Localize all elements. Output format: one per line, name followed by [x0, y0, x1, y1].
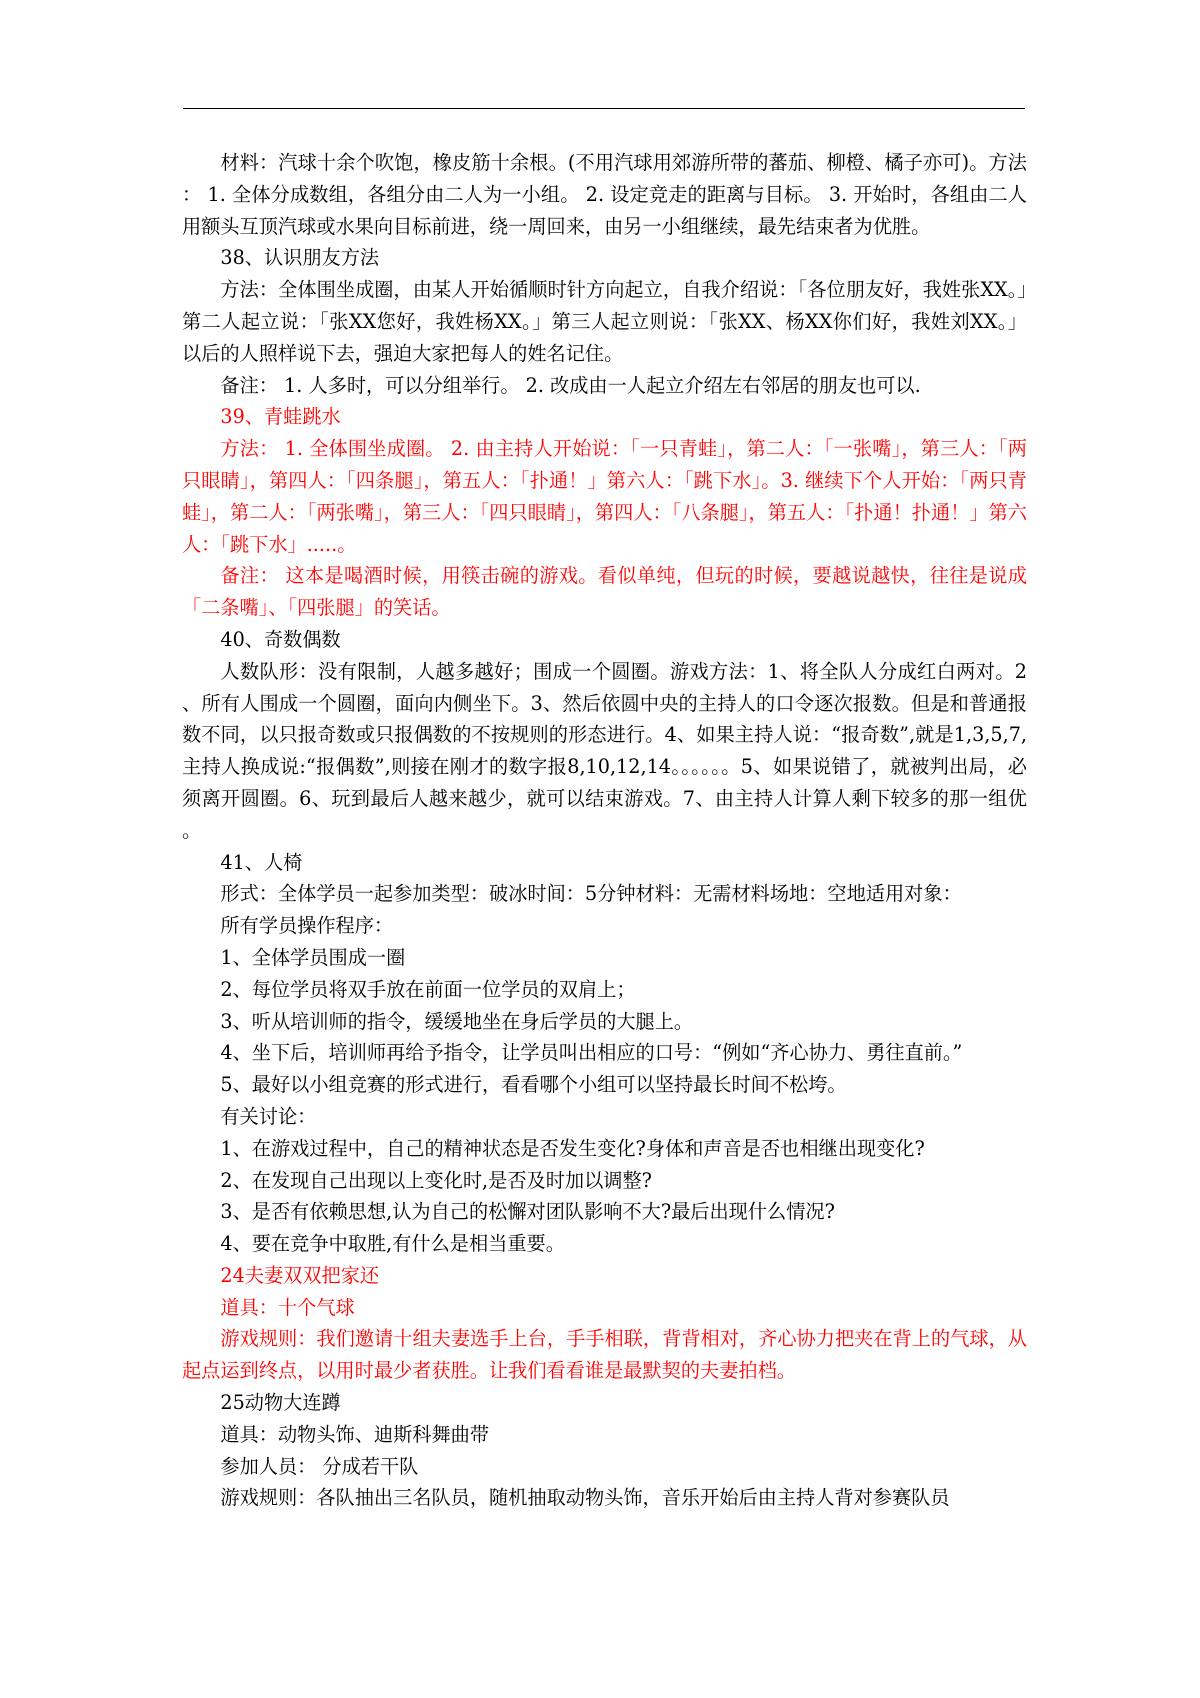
- paragraph-39-note: [182, 560, 1027, 624]
- paragraph-text: 游戏规则：我们邀请十组夫妻选手上台，手手相联，背背相对，齐心协力把夹在背上的气球，从起点运到终点，以用时最少者获胜。让我们看看谁是最默契的夫妻拍档。: [182, 1327, 1027, 1383]
- paragraph-text: 方法： 1. 全体围坐成圈。 2. 由主持人开始说：「一只青蛙」，第二人：「一张嘴」，第三人：「两只眼睛」，第四人：「四条腿」，第五人：「扑通！」第六人：「跳下水」。3. 继续下个人开始：「两只青蛙」，第二人：「两张嘴」，第三人：「四只眼睛」，第四人：「八条腿」，第五人：「扑通！扑通！」第六人：「跳下水」.....。: [182, 437, 1027, 556]
- heading-39-frog-jump: [182, 401, 1027, 433]
- heading-text: 25动物大连蹲: [220, 1391, 341, 1415]
- heading-text: 39、青蛙跳水: [220, 405, 341, 429]
- paragraph-text: 所有学员操作程序：: [220, 914, 394, 938]
- paragraph-text: 备注： 这本是喝酒时候，用筷击碗的游戏。看似单纯，但玩的时候，要越说越快，往往是说成「二条嘴」、「四张腿」的笑话。: [182, 564, 1027, 620]
- paragraph-text: 备注： 1. 人多时，可以分组举行。 2. 改成由一人起立介绍左右邻居的朋友也可以.: [220, 373, 921, 397]
- list-item-41-step-2: [182, 974, 1027, 1006]
- list-item-text: 4、要在竞争中取胜,有什么是相当重要。: [220, 1232, 565, 1256]
- heading-text: 40、奇数偶数: [220, 627, 341, 651]
- paragraph-text: 形式：全体学员一起参加类型：破冰时间：5分钟材料：无需材料场地：空地适用对象：: [220, 882, 962, 906]
- header-rule: [183, 108, 1025, 109]
- list-item-41-step-5: [182, 1069, 1027, 1101]
- paragraph-text: 道具：十个气球: [220, 1295, 355, 1319]
- heading-text: 38、认识朋友方法: [220, 246, 380, 270]
- paragraph-38-method: [182, 274, 1027, 369]
- paragraph-40-rules: [182, 656, 1027, 847]
- heading-41-discussion: [182, 1101, 1027, 1133]
- list-item-41-step-3: [182, 1006, 1027, 1038]
- heading-40-odd-even: [182, 624, 1027, 656]
- list-item-41-step-1: [182, 942, 1027, 974]
- paragraph-text: 游戏规则：各队抽出三名队员，随机抽取动物头饰，音乐开始后由主持人背对参赛队员: [220, 1486, 950, 1510]
- paragraph-41-procedure: [182, 910, 1027, 942]
- heading-text: 有关讨论：: [220, 1104, 317, 1128]
- paragraph-39-method: [182, 433, 1027, 560]
- document-body: [182, 147, 1027, 1514]
- paragraph-25-rules: [182, 1482, 1027, 1514]
- heading-text: 41、人椅: [220, 850, 303, 874]
- paragraph-text: 材料：汽球十余个吹饱，橡皮筋十余根。(不用汽球用郊游所带的蕃茄、柳橙、橘子亦可)。方法： 1. 全体分成数组，各组分由二人为一小组。 2. 设定竞走的距离与目标。 3. 开始时，各组由二人用额头互顶汽球或水果向目标前进，绕一周回来，由另一小组继续，最先结束者为优胜。: [182, 151, 1027, 238]
- heading-24-couples: [182, 1260, 1027, 1292]
- list-item-text: 3、听从培训师的指令，缓缓地坐在身后学员的大腿上。: [220, 1009, 694, 1033]
- list-item-text: 1、在游戏过程中，自己的精神状态是否发生变化?身体和声音是否也相继出现变化?: [220, 1136, 925, 1160]
- list-item-discussion-3: [182, 1196, 1027, 1228]
- list-item-discussion-1: [182, 1133, 1027, 1165]
- paragraph-24-props: [182, 1292, 1027, 1324]
- list-item-discussion-2: [182, 1165, 1027, 1197]
- paragraph-text: 方法：全体围坐成圈，由某人开始循顺时针方向起立，自我介绍说：「各位朋友好，我姓张XX。」第二人起立说：「张XX您好，我姓杨XX。」第三人起立则说：「张XX、杨XX你们好，我姓刘XX。」以后的人照样说下去，强迫大家把每人的姓名记住。: [182, 278, 1027, 365]
- heading-text: 24夫妻双双把家还: [220, 1263, 380, 1287]
- list-item-text: 1、全体学员围成一圈: [220, 945, 406, 969]
- list-item-text: 4、坐下后，培训师再给予指令，让学员叫出相应的口号：“例如“齐心协力、勇往直前。”: [220, 1041, 963, 1065]
- paragraph-materials-method: [182, 147, 1027, 242]
- paragraph-25-participants: [182, 1451, 1027, 1483]
- list-item-text: 5、最好以小组竞赛的形式进行，看看哪个小组可以坚持最长时间不松垮。: [220, 1073, 847, 1097]
- heading-25-animal-squat: [182, 1387, 1027, 1419]
- paragraph-41-format: [182, 878, 1027, 910]
- list-item-text: 2、在发现自己出现以上变化时,是否及时加以调整?: [220, 1168, 652, 1192]
- heading-38-meet-friends: [182, 242, 1027, 274]
- list-item-text: 3、是否有依赖思想,认为自己的松懈对团队影响不大?最后出现什么情况?: [220, 1200, 835, 1224]
- paragraph-text: 参加人员： 分成若干队: [220, 1454, 419, 1478]
- paragraph-25-props: [182, 1419, 1027, 1451]
- heading-41-human-chair: [182, 847, 1027, 879]
- paragraph-text: 人数队形：没有限制，人越多越好；围成一个圆圈。游戏方法：1、将全队人分成红白两对。2、所有人围成一个圆圈，面向内侧坐下。3、然后依圆中央的主持人的口令逐次报数。但是和普通报数不同，以只报奇数或只报偶数的不按规则的形态进行。4、如果主持人说：“报奇数”,就是1,3,5,7,主持人换成说:“报偶数”,则接在刚才的数字报8,10,12,14。。。。。。5、如果说错了，就被判出局，必须离开圆圈。6、玩到最后人越来越少，就可以结束游戏。7、由主持人计算人剩下较多的那一组优。: [182, 659, 1027, 842]
- list-item-text: 2、每位学员将双手放在前面一位学员的双肩上；: [220, 977, 636, 1001]
- list-item-discussion-4: [182, 1228, 1027, 1260]
- paragraph-38-note: [182, 370, 1027, 402]
- paragraph-text: 道具：动物头饰、迪斯科舞曲带: [220, 1422, 490, 1446]
- list-item-41-step-4: [182, 1037, 1027, 1069]
- paragraph-24-rules: [182, 1323, 1027, 1387]
